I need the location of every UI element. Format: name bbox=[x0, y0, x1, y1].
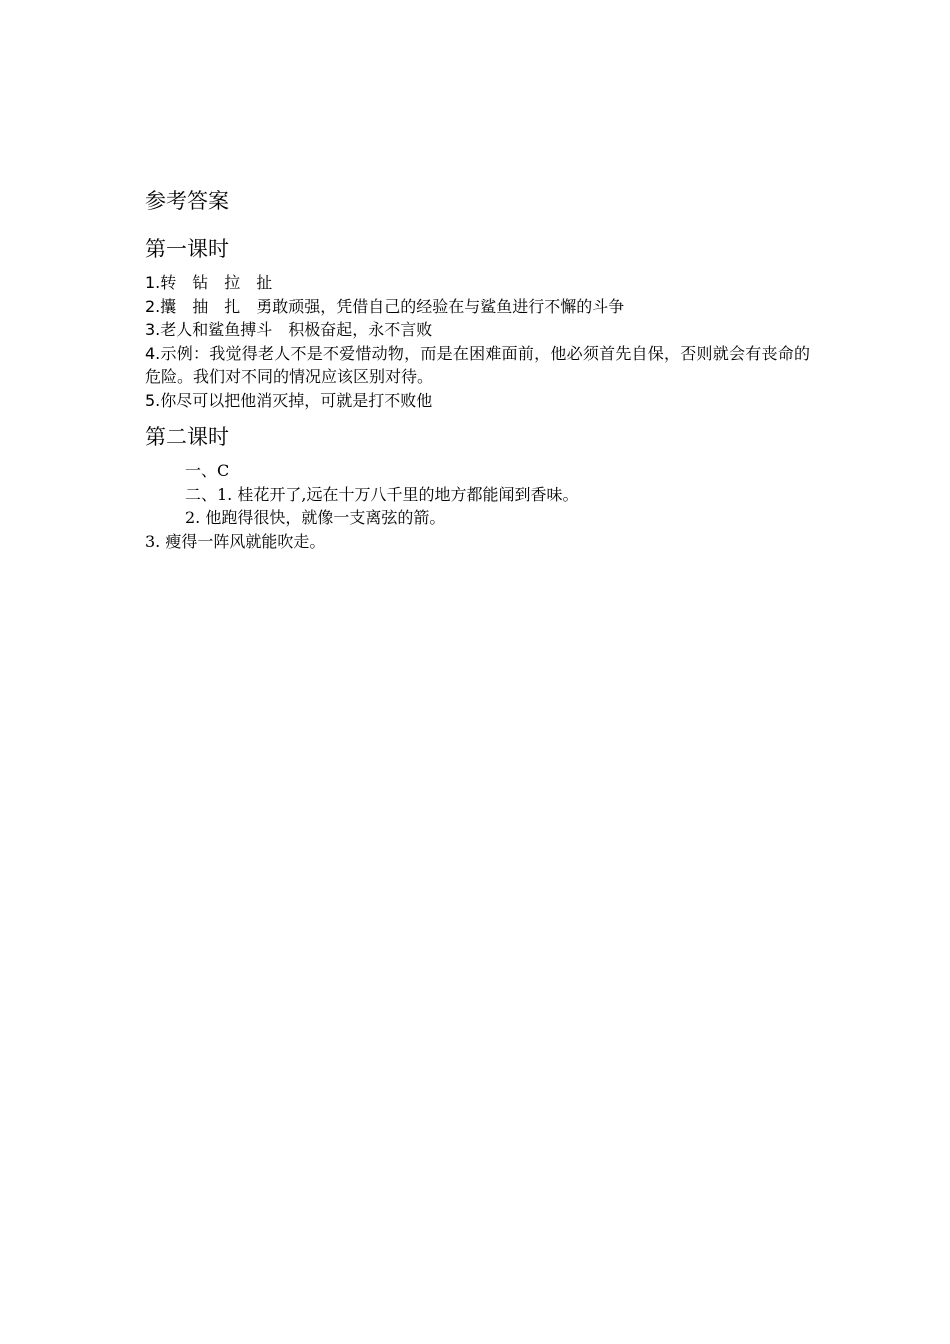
section-lesson-2 bbox=[145, 420, 810, 553]
answer-list-lesson-2 bbox=[145, 459, 810, 553]
document-content bbox=[145, 184, 810, 553]
document-title: 参考答案 bbox=[145, 189, 229, 213]
answer-item: 4.示例：我觉得老人不是不爱惜动物，而是在困难面前，他必须首先自保，否则就会有丧命的危险。我们对不同的情况应该区别对待。 bbox=[145, 343, 810, 386]
answer-item: 5.你尽可以把他消灭掉，可就是打不败他 bbox=[145, 390, 433, 410]
section-heading-lesson-2: 第二课时 bbox=[145, 425, 229, 449]
answer-list-lesson-1 bbox=[145, 271, 810, 412]
answer-item: 二、1. 桂花开了,远在十万八千里的地方都能闻到香味。 bbox=[185, 484, 579, 504]
answer-item: 一、C bbox=[185, 461, 230, 480]
answer-item: 3.老人和鲨鱼搏斗 积极奋起，永不言败 bbox=[145, 320, 433, 339]
answer-item: 2. 他跑得很快，就像一支离弦的箭。 bbox=[185, 508, 446, 527]
section-lesson-1 bbox=[145, 232, 810, 412]
answer-item: 2.攮 抽 扎 勇敢顽强，凭借自己的经验在与鲨鱼进行不懈的斗争 bbox=[145, 296, 625, 316]
answer-item: 3. 瘦得一阵风就能吹走。 bbox=[145, 531, 326, 551]
answer-item: 1.转 钻 拉 扯 bbox=[145, 273, 273, 292]
section-heading-lesson-1: 第一课时 bbox=[145, 237, 229, 261]
